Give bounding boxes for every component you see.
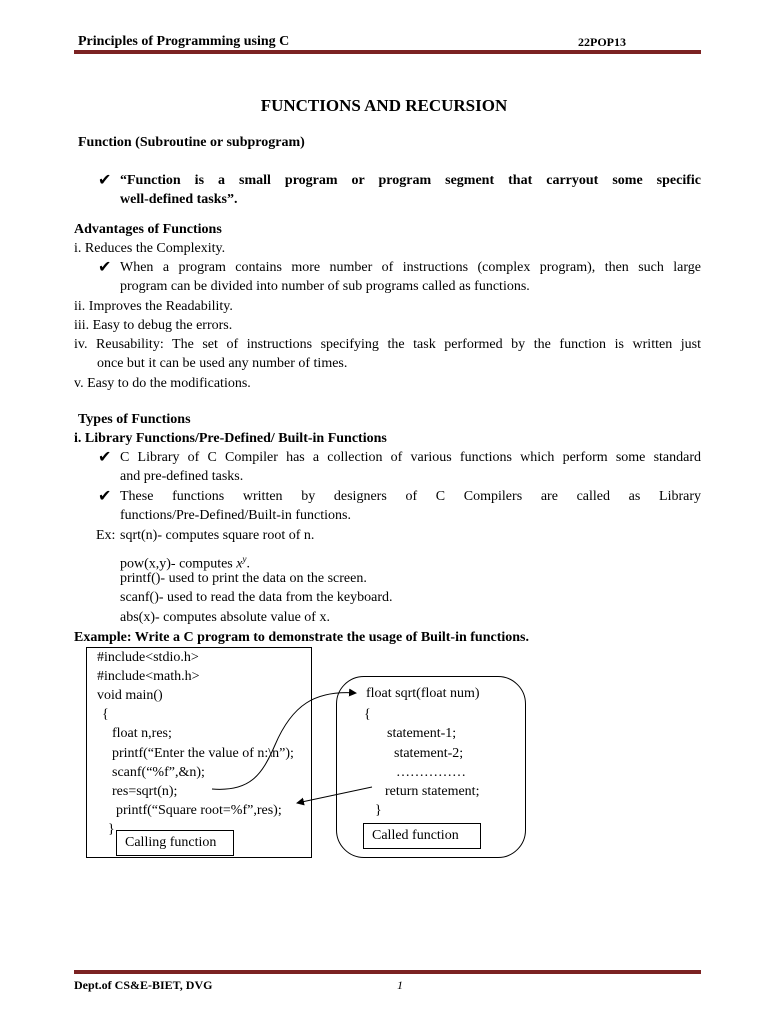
- advantage-item-continued: once but it can be used any number of times.: [97, 356, 348, 371]
- advantage-bullet-line: program can be divided into number of sub programs called as functions.: [120, 279, 530, 294]
- definition-line: “Function is a small program or program segment that carryout some specific: [120, 173, 701, 188]
- calling-function-label: Calling function: [116, 830, 234, 856]
- code-line: printf(“Square root=%f”,res);: [116, 803, 282, 818]
- return-arrow: [297, 787, 372, 803]
- example-heading: Example: Write a C program to demonstrate the usage of Built-in functions.: [74, 630, 529, 645]
- code-line: statement-1;: [387, 726, 457, 741]
- code-line: res=sqrt(n);: [112, 784, 178, 799]
- types-bullet-line: functions/Pre-Defined/Built-in functions.: [120, 508, 351, 523]
- example-item: sqrt(n)- computes square root of n.: [120, 528, 315, 543]
- section-heading-types: Types of Functions: [78, 412, 191, 427]
- header-course-code: 22POP13: [578, 35, 626, 49]
- code-line: {: [102, 707, 109, 722]
- called-function-label: Called function: [363, 823, 481, 849]
- advantage-item: i. Reduces the Complexity.: [74, 241, 226, 256]
- subsection-heading-library: i. Library Functions/Pre-Defined/ Built-in Functions: [74, 431, 387, 446]
- header-course-title: Principles of Programming using C: [78, 34, 290, 49]
- code-line: ……………: [396, 765, 466, 780]
- check-icon: ✔: [98, 449, 112, 466]
- code-line: #include<stdio.h>: [97, 650, 199, 665]
- footer-dept: Dept.of CS&E-BIET, DVG: [74, 978, 213, 992]
- types-bullet-line: and pre-defined tasks.: [120, 469, 244, 484]
- advantage-item: ii. Improves the Readability.: [74, 299, 233, 314]
- check-icon: ✔: [98, 172, 112, 189]
- example-label: Ex:: [96, 528, 116, 543]
- section-heading-advantages: Advantages of Functions: [74, 222, 222, 237]
- example-item: scanf()- used to read the data from the keyboard.: [120, 590, 393, 605]
- code-line: statement-2;: [394, 746, 464, 761]
- advantage-item: iv. Reusability: The set of instructions specifying the task performed by the function is written just: [74, 337, 701, 352]
- code-line: printf(“Enter the value of n:\n”);: [112, 746, 294, 761]
- code-line: void main(): [97, 688, 163, 703]
- code-line: }: [108, 822, 115, 837]
- code-line: {: [364, 707, 371, 722]
- example-item: pow(x,y)- computes $x^y$.: [120, 554, 250, 572]
- check-icon: ✔: [98, 488, 112, 505]
- code-line: #include<math.h>: [97, 669, 200, 684]
- types-bullet-line: C Library of C Compiler has a collection of various functions which perform some standard: [120, 450, 701, 465]
- section-heading-function: Function (Subroutine or subprogram): [78, 135, 305, 150]
- advantage-item: v. Easy to do the modifications.: [74, 376, 251, 391]
- example-item: printf()- used to print the data on the screen.: [120, 571, 367, 586]
- advantage-bullet-line: When a program contains more number of instructions (complex program), then such large: [120, 260, 701, 275]
- code-line: return statement;: [385, 784, 480, 799]
- page-number: 1: [397, 978, 403, 992]
- code-line: float n,res;: [112, 726, 172, 741]
- code-line: float sqrt(float num): [366, 686, 480, 701]
- call-arrow: [212, 693, 356, 790]
- types-bullet-line: These functions written by designers of C Compilers are called as Library: [120, 489, 701, 504]
- page-title: FUNCTIONS AND RECURSION: [260, 96, 508, 115]
- code-line: }: [375, 803, 382, 818]
- example-item: abs(x)- computes absolute value of x.: [120, 610, 330, 625]
- advantage-item: iii. Easy to debug the errors.: [74, 318, 233, 333]
- definition-line: well-defined tasks”.: [120, 192, 238, 207]
- check-icon: ✔: [98, 259, 112, 276]
- code-line: scanf(“%f”,&n);: [112, 765, 205, 780]
- footer-rule: [74, 970, 701, 974]
